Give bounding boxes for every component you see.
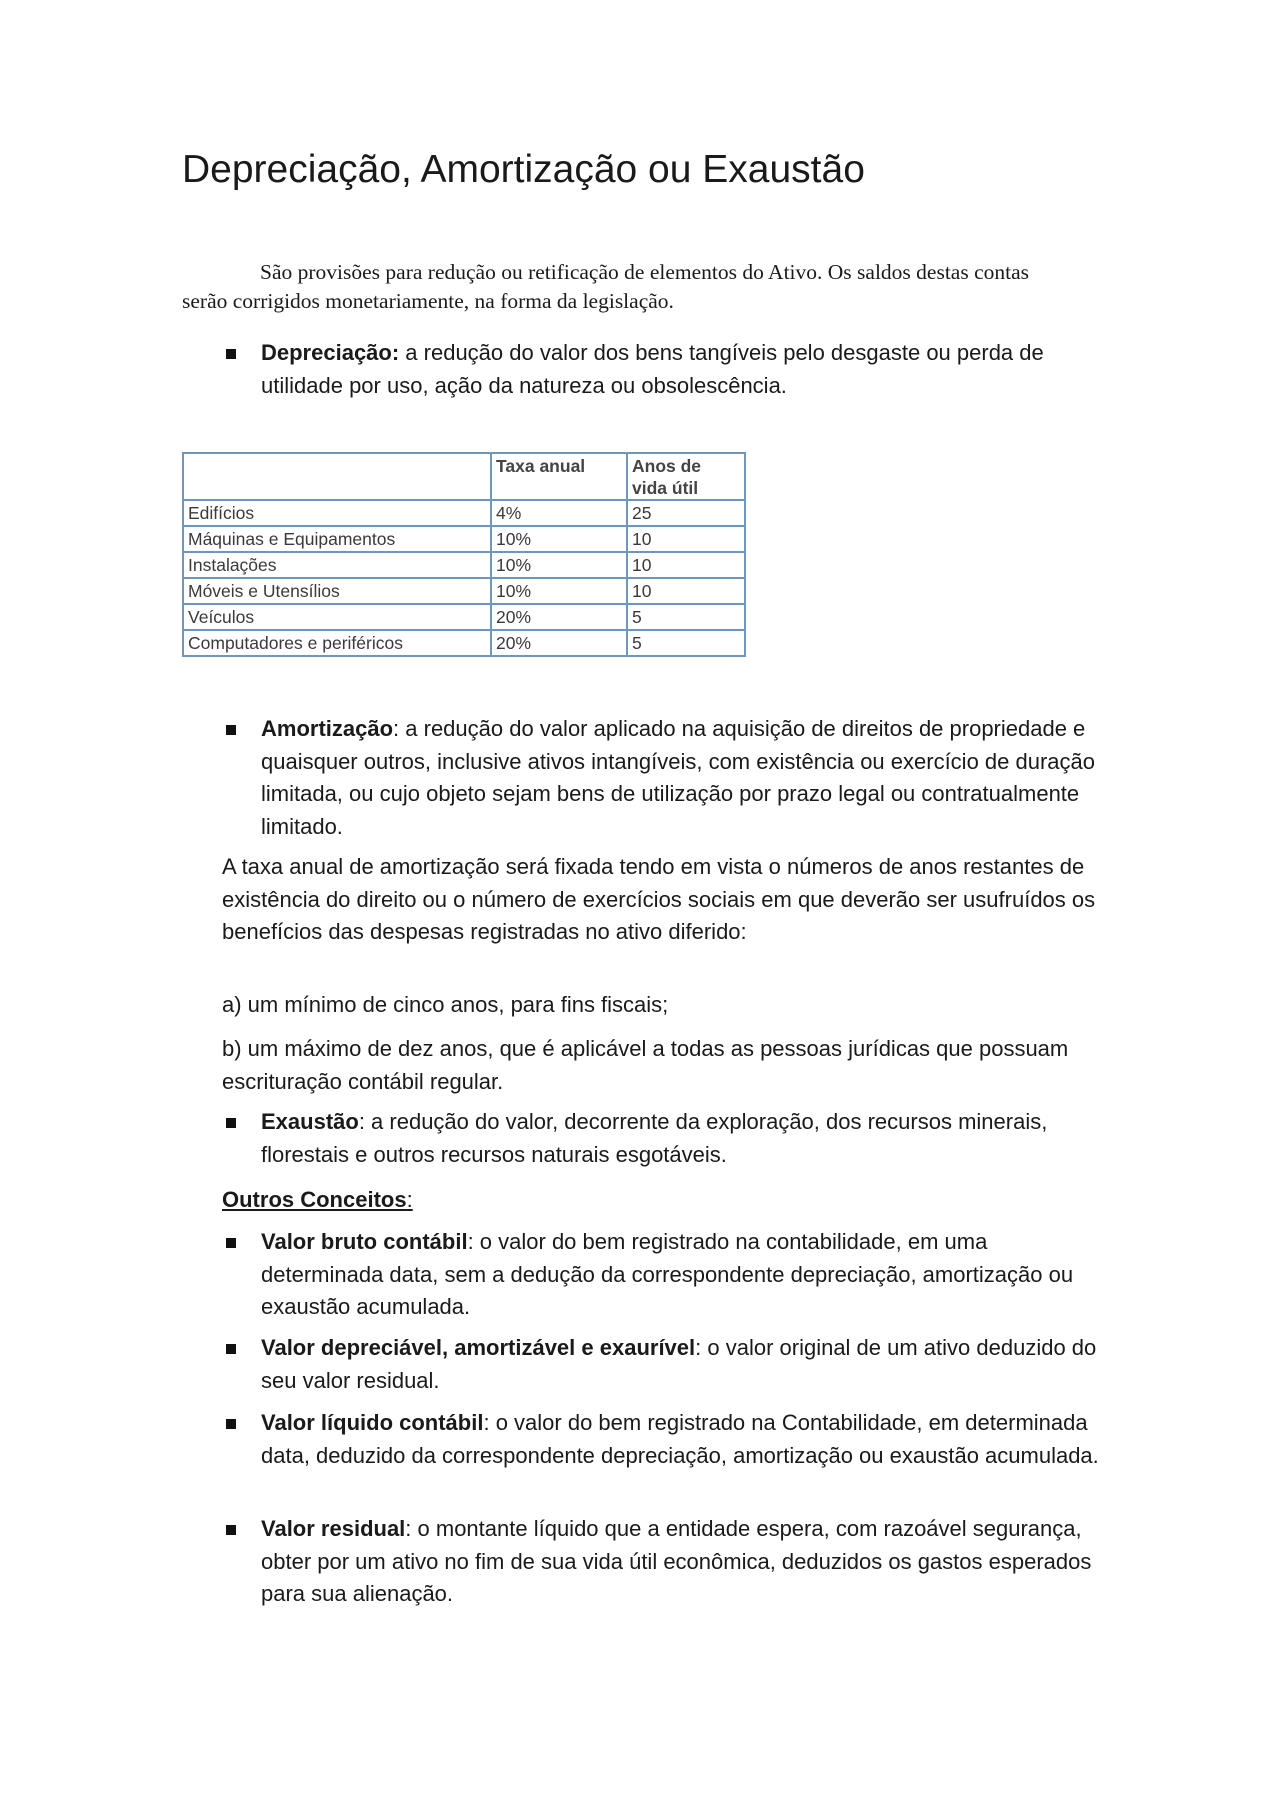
square-bullet-icon: [226, 1525, 236, 1535]
table-cell: 10%: [491, 578, 627, 604]
table-header-cell: [183, 453, 491, 500]
table-cell: Instalações: [183, 552, 491, 578]
term-exaustao: Exaustão: [261, 1109, 359, 1134]
depreciation-table: [182, 452, 746, 657]
table-cell: 10: [627, 526, 745, 552]
item-a-section: [222, 989, 1102, 1022]
table-cell: Computadores e periféricos: [183, 630, 491, 656]
square-bullet-icon: [226, 1238, 236, 1248]
amortizacao-section: [222, 713, 1102, 843]
outros-heading-section: [222, 1184, 1102, 1217]
table-cell: 10%: [491, 552, 627, 578]
bullet-depreciacao: [222, 337, 1102, 402]
square-bullet-icon: [226, 725, 236, 735]
table-cell: 20%: [491, 604, 627, 630]
text-exaustao: : a redução do valor, decorrente da exploração, dos recursos minerais, florestais e outros recursos naturais esgotáveis.: [261, 1109, 1048, 1167]
text-amortizacao: : a redução do valor aplicado na aquisição de direitos de propriedade e quaisquer outros, inclusive ativos intangíveis, com existência ou exercício de duração limitada, ou cujo objeto sejam bens de utilização por prazo legal ou contratualmente limitado.: [261, 716, 1096, 839]
bullet-conceito: [222, 1407, 1102, 1472]
square-bullet-icon: [226, 349, 236, 359]
bullet-exaustao: [222, 1106, 1102, 1171]
bullet-conceito: [222, 1332, 1102, 1397]
outros-heading-text: Outros Conceitos: [222, 1187, 407, 1212]
bullet-amortizacao: [222, 713, 1102, 843]
conceito-4-section: [222, 1513, 1102, 1611]
conceito-term: Valor depreciável, amortizável e exaurível: [261, 1335, 696, 1360]
square-bullet-icon: [226, 1419, 236, 1429]
conceito-text: : o valor do bem registrado na Contabilidade, em determinada data, deduzido da correspondente depreciação, amortização ou exaustão acumulada.: [261, 1410, 1099, 1468]
square-bullet-icon: [226, 1118, 236, 1128]
depreciacao-section: [222, 337, 1102, 402]
table-cell: 10: [627, 552, 745, 578]
conceito-term: Valor líquido contábil: [261, 1410, 484, 1435]
exaustao-section: [222, 1106, 1102, 1171]
conceito-1-section: [222, 1226, 1102, 1324]
term-amortizacao: Amortização: [261, 716, 394, 741]
square-bullet-icon: [226, 1344, 236, 1354]
outros-heading-colon: :: [406, 1187, 413, 1212]
term-depreciacao: Depreciação:: [261, 340, 400, 365]
taxa-paragraph: A taxa anual de amortização será fixada tendo em vista o números de anos restantes de existência do direito ou o número de exercícios sociais em que deverão ser usufruídos os benefícios das despesas registradas no ativo diferido:: [222, 854, 1096, 944]
outros-heading: [222, 1184, 1102, 1217]
table-cell: Móveis e Utensílios: [183, 578, 491, 604]
page-title: Depreciação, Amortização ou Exaustão: [182, 148, 865, 191]
bullet-conceito: [222, 1226, 1102, 1324]
conceito-3-section: [222, 1407, 1102, 1472]
table-cell: 20%: [491, 630, 627, 656]
table-cell: 10%: [491, 526, 627, 552]
table-row: [183, 526, 745, 552]
conceito-text: : o valor do bem registrado na contabilidade, em uma determinada data, sem a dedução da correspondente depreciação, amortização ou exaustão acumulada.: [261, 1229, 1074, 1319]
table-cell: Máquinas e Equipamentos: [183, 526, 491, 552]
table-header-taxa: Taxa anual: [491, 453, 627, 500]
table-cell: 5: [627, 604, 745, 630]
table-header-row: [183, 453, 745, 500]
table-cell: Veículos: [183, 604, 491, 630]
conceito-term: Valor bruto contábil: [261, 1229, 468, 1254]
table-row: [183, 630, 745, 656]
text-depreciacao: a redução do valor dos bens tangíveis pelo desgaste ou perda de utilidade por uso, ação da natureza ou obsolescência.: [261, 340, 1044, 398]
intro-paragraph: São provisões para redução ou retificação de elementos do Ativo. Os saldos destas contas serão corrigidos monetariamente, na forma da legislação.: [182, 260, 1030, 313]
table-cell: 25: [627, 500, 745, 526]
conceito-term: Valor residual: [261, 1516, 406, 1541]
item-b-section: [222, 1033, 1102, 1098]
table-header-anos: Anos de vida útil: [627, 453, 745, 500]
item-b: b) um máximo de dez anos, que é aplicável a todas as pessoas jurídicas que possuam escrituração contábil regular.: [222, 1036, 1069, 1094]
table-cell: 4%: [491, 500, 627, 526]
conceito-2-section: [222, 1332, 1102, 1397]
taxa-section: [222, 851, 1102, 949]
item-a: a) um mínimo de cinco anos, para fins fiscais;: [222, 992, 669, 1017]
table-row: [183, 552, 745, 578]
conceito-text: : o montante líquido que a entidade espera, com razoável segurança, obter por um ativo no fim de sua vida útil econômica, deduzidos os gastos esperados para sua alienação.: [261, 1516, 1092, 1606]
table-cell: 5: [627, 630, 745, 656]
table-row: [183, 578, 745, 604]
conceito-text: : o valor original de um ativo deduzido do seu valor residual.: [261, 1335, 1097, 1393]
bullet-conceito: [222, 1513, 1102, 1611]
table-cell: Edifícios: [183, 500, 491, 526]
table-row: [183, 500, 745, 526]
table-row: [183, 604, 745, 630]
table-cell: 10: [627, 578, 745, 604]
